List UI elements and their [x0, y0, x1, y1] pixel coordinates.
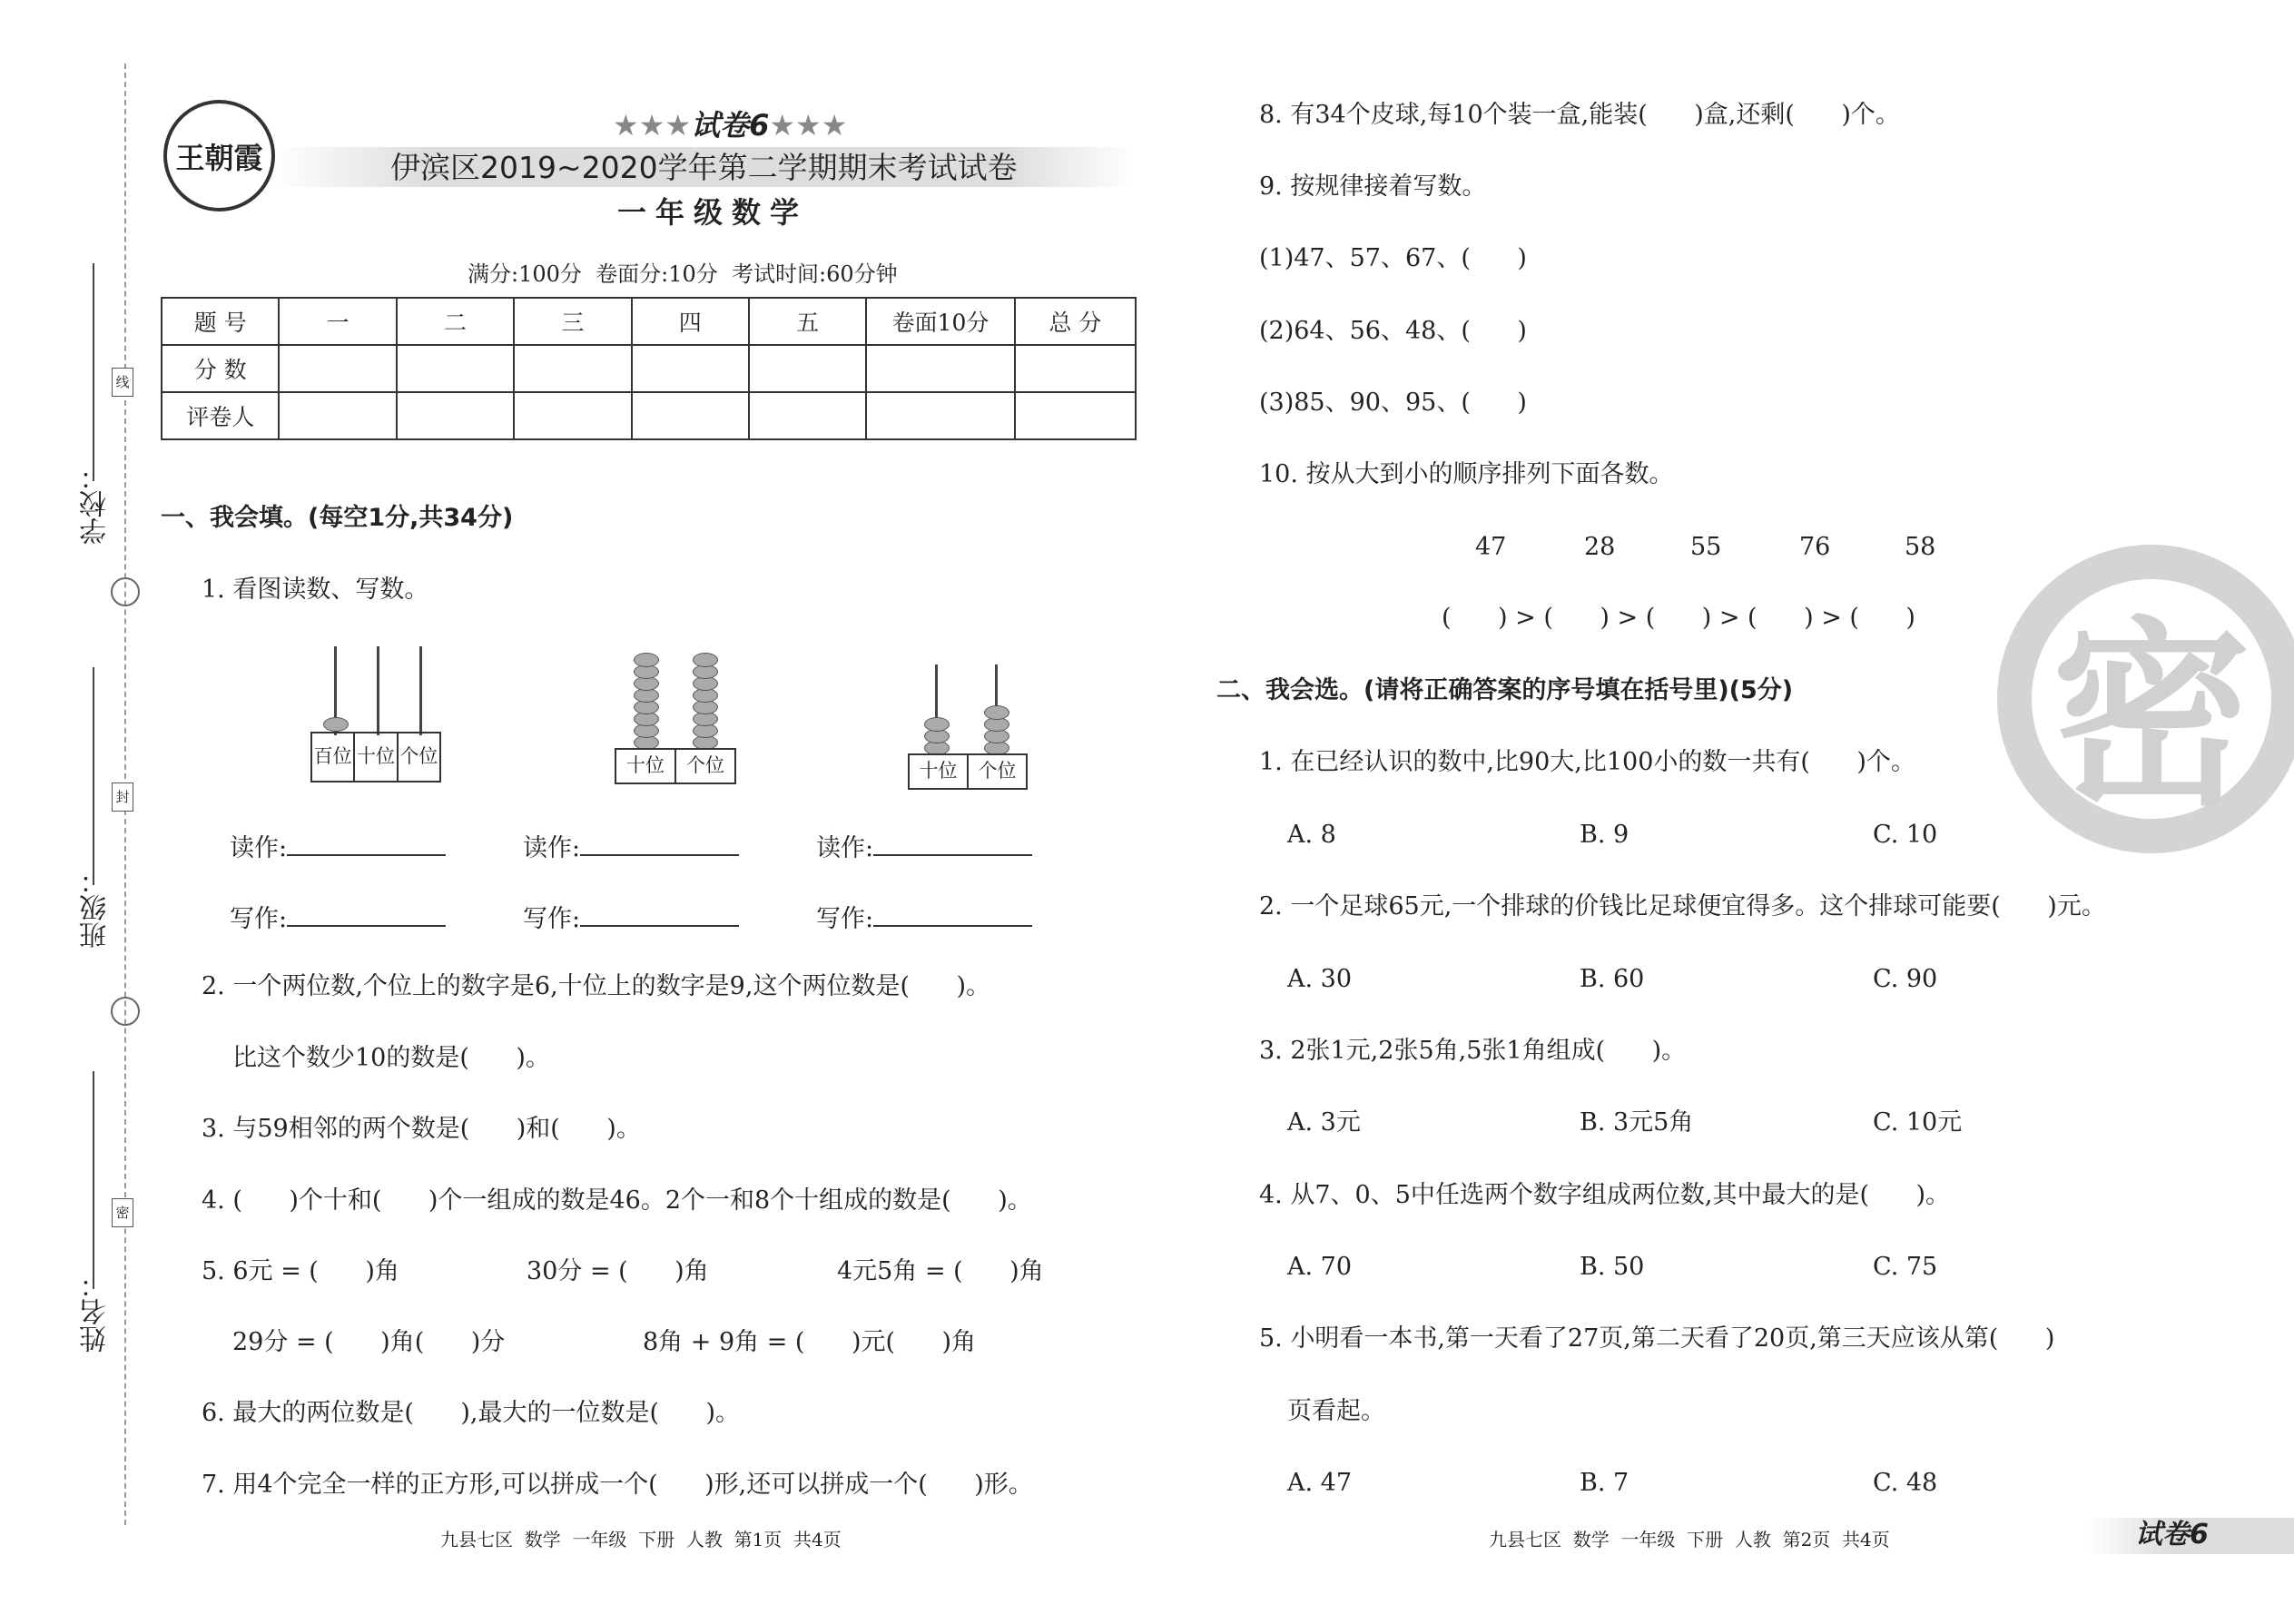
table-header-cell: 二 — [397, 298, 514, 345]
choice-question: 4. 从7、0、5中任选两个数字组成两位数,其中最大的是( )。 — [1259, 1181, 1951, 1209]
question-9: 9. 按规律接着写数。 — [1259, 172, 1487, 201]
option-b[interactable]: B. 9 — [1580, 821, 1629, 849]
question-9-2: (2)64、56、48、( ) — [1259, 317, 1527, 345]
seal-icon — [111, 577, 140, 606]
footer-right: 九县七区 数学 一年级 下册 人教 第2页 共4页 — [1489, 1529, 1890, 1550]
table-row — [162, 392, 1136, 439]
table-row-label: 分 数 — [162, 345, 279, 392]
q10-number: 47 — [1475, 533, 1507, 561]
write-label: 写作: — [523, 905, 581, 933]
score-cell[interactable] — [632, 345, 749, 392]
answer-blank[interactable] — [287, 903, 446, 927]
mark-feng: 封 — [112, 782, 133, 812]
question-6: 6. 最大的两位数是( ),最大的一位数是( )。 — [202, 1399, 741, 1427]
q10-order: ( ) > ( ) > ( ) > ( ) > ( ) — [1442, 604, 1915, 632]
table-row — [162, 345, 1136, 392]
grader-cell[interactable] — [514, 392, 631, 439]
table-header-cell: 一 — [279, 298, 396, 345]
option-b[interactable]: B. 3元5角 — [1580, 1108, 1694, 1137]
score-cell[interactable] — [279, 345, 396, 392]
read-row-3 — [816, 832, 1032, 861]
answer-blank[interactable] — [873, 903, 1032, 927]
q10-number: 55 — [1690, 533, 1722, 561]
class-label: 班级： — [80, 867, 112, 949]
write-label: 写作: — [816, 905, 874, 933]
question-2a: 2. 一个两位数,个位上的数字是6,十位上的数字是9,这个两位数是( )。 — [202, 972, 991, 1000]
exam-tag-text: 试卷6 — [691, 108, 770, 143]
read-row-1 — [230, 832, 446, 861]
table-header-cell: 题 号 — [162, 298, 279, 345]
read-label: 读作: — [816, 834, 874, 862]
table-header-cell: 五 — [749, 298, 866, 345]
abacus-bead — [323, 717, 349, 732]
watermark-seal: 密 — [1997, 545, 2294, 853]
write-row-3 — [816, 903, 1032, 931]
option-a[interactable]: A. 8 — [1287, 821, 1336, 849]
school-blank-line — [93, 263, 94, 481]
question-10: 10. 按从大到小的顺序排列下面各数。 — [1259, 460, 1674, 488]
question-5a: 5. 6元 = ( )角 — [202, 1257, 399, 1285]
option-a[interactable]: A. 47 — [1287, 1469, 1353, 1497]
question-9-3: (3)85、90、95、( ) — [1259, 389, 1527, 417]
place-label: 十位 — [910, 755, 969, 788]
table-header-cell: 四 — [632, 298, 749, 345]
answer-blank[interactable] — [873, 832, 1032, 856]
option-a[interactable]: A. 30 — [1287, 965, 1353, 993]
q10-number: 58 — [1905, 533, 1936, 561]
table-header-cell: 卷面10分 — [866, 298, 1014, 345]
place-label: 十位 — [616, 750, 676, 782]
write-row-1 — [230, 903, 446, 931]
choice-question: 1. 在已经认识的数中,比90大,比100小的数一共有( )个。 — [1259, 748, 1915, 776]
answer-blank[interactable] — [287, 832, 446, 856]
score-cell[interactable] — [866, 345, 1014, 392]
abacus-bead — [984, 705, 1009, 720]
q10-number: 76 — [1799, 533, 1831, 561]
choice-question: 3. 2张1元,2张5角,5张1角组成( )。 — [1259, 1037, 1687, 1065]
abacus-bead — [924, 717, 950, 732]
question-5b: 30分 = ( )角 — [527, 1257, 709, 1285]
section2-title: 二、我会选。(请将正确答案的序号填在括号里)(5分) — [1216, 676, 1794, 704]
question-5d: 29分 = ( )角( )分 — [232, 1328, 506, 1356]
question-5c: 4元5角 = ( )角 — [837, 1257, 1044, 1285]
grader-cell[interactable] — [866, 392, 1014, 439]
option-b[interactable]: B. 50 — [1580, 1253, 1645, 1281]
school-label: 学校： — [80, 463, 112, 545]
logo: 王朝霞 — [163, 100, 275, 212]
question-8: 8. 有34个皮球,每10个装一盒,能装( )盒,还剩( )个。 — [1259, 101, 1900, 129]
answer-blank[interactable] — [580, 832, 739, 856]
score-cell[interactable] — [397, 345, 514, 392]
answer-blank[interactable] — [580, 903, 739, 927]
class-blank-line — [93, 667, 94, 885]
read-label: 读作: — [230, 834, 288, 862]
mark-mi: 密 — [112, 1198, 133, 1227]
option-b[interactable]: B. 7 — [1580, 1469, 1629, 1497]
question-5e: 8角 + 9角 = ( )元( )角 — [643, 1328, 977, 1356]
score-cell[interactable] — [514, 345, 631, 392]
question-7: 7. 用4个完全一样的正方形,可以拼成一个( )形,还可以拼成一个( )形。 — [202, 1471, 1033, 1499]
abacus-rod — [377, 646, 379, 735]
choice-question: 2. 一个足球65元,一个排球的价钱比足球便宜得多。这个排球可能要( )元。 — [1259, 892, 2106, 920]
option-b[interactable]: B. 60 — [1580, 965, 1645, 993]
score-cell[interactable] — [749, 345, 866, 392]
section1-title: 一、我会填。(每空1分,共34分) — [161, 504, 514, 532]
grader-cell[interactable] — [749, 392, 866, 439]
question-3: 3. 与59相邻的两个数是( )和( )。 — [202, 1115, 641, 1143]
abacus-base — [615, 748, 736, 784]
option-c[interactable]: C. 48 — [1873, 1469, 1938, 1497]
abacus-bead — [634, 653, 659, 667]
choice-question: 5. 小明看一本书,第一天看了27页,第二天看了20页,第三天应该从第( ) — [1259, 1324, 2055, 1353]
read-row-2 — [523, 832, 739, 861]
place-label: 百位 — [312, 733, 355, 781]
write-label: 写作: — [230, 905, 288, 933]
table-header-cell: 三 — [514, 298, 631, 345]
option-c[interactable]: C. 10 — [1873, 821, 1938, 849]
abacus-bead — [693, 653, 718, 667]
question-2b: 比这个数少10的数是( )。 — [232, 1044, 550, 1072]
star-icon: ★★★ — [613, 108, 692, 143]
question-5-continued: 页看起。 — [1287, 1397, 1385, 1425]
name-blank-line — [93, 1071, 94, 1289]
grader-cell[interactable] — [279, 392, 396, 439]
q10-number: 28 — [1584, 533, 1616, 561]
option-c[interactable]: C. 10元 — [1873, 1108, 1963, 1137]
place-label: 个位 — [686, 754, 724, 777]
exam-info: 满分:100分 卷面分:10分 考试时间:60分钟 — [468, 261, 898, 287]
question-1: 1. 看图读数、写数。 — [202, 576, 429, 604]
score-cell[interactable] — [1015, 345, 1136, 392]
option-c[interactable]: C. 75 — [1873, 1253, 1938, 1281]
question-9-1: (1)47、57、67、( ) — [1259, 244, 1527, 272]
table-header-cell: 总 分 — [1015, 298, 1136, 345]
abacus-base — [908, 753, 1028, 790]
abacus-base — [310, 732, 441, 782]
grader-cell[interactable] — [632, 392, 749, 439]
option-a[interactable]: A. 3元 — [1287, 1108, 1361, 1137]
subtitle: 一年级数学 — [617, 195, 809, 230]
footer-left: 九县七区 数学 一年级 下册 人教 第1页 共4页 — [440, 1529, 842, 1550]
score-table — [161, 297, 1137, 440]
footer-tag: 试卷6 — [2135, 1519, 2209, 1550]
question-4: 4. ( )个十和( )个一组成的数是46。2个一和8个十组成的数是( )。 — [202, 1186, 1032, 1215]
table-row-label: 评卷人 — [162, 392, 279, 439]
write-row-2 — [523, 903, 739, 931]
grader-cell[interactable] — [397, 392, 514, 439]
table-row — [162, 298, 1136, 345]
place-label: 个位 — [978, 760, 1017, 782]
option-c[interactable]: C. 90 — [1873, 965, 1938, 993]
grader-cell[interactable] — [1015, 392, 1136, 439]
name-label: 姓名： — [80, 1271, 112, 1353]
option-a[interactable]: A. 70 — [1287, 1253, 1353, 1281]
read-label: 读作: — [523, 834, 581, 862]
seal-icon — [111, 997, 140, 1026]
exam-tag — [613, 108, 848, 143]
star-icon: ★★★ — [769, 108, 848, 143]
abacus-rod — [419, 646, 422, 735]
page-title: 伊滨区2019~2020学年第二学期期末考试试卷 — [390, 150, 1018, 185]
place-label: 十位 — [355, 733, 398, 781]
mark-xian: 线 — [112, 368, 133, 397]
place-label: 个位 — [399, 745, 438, 768]
